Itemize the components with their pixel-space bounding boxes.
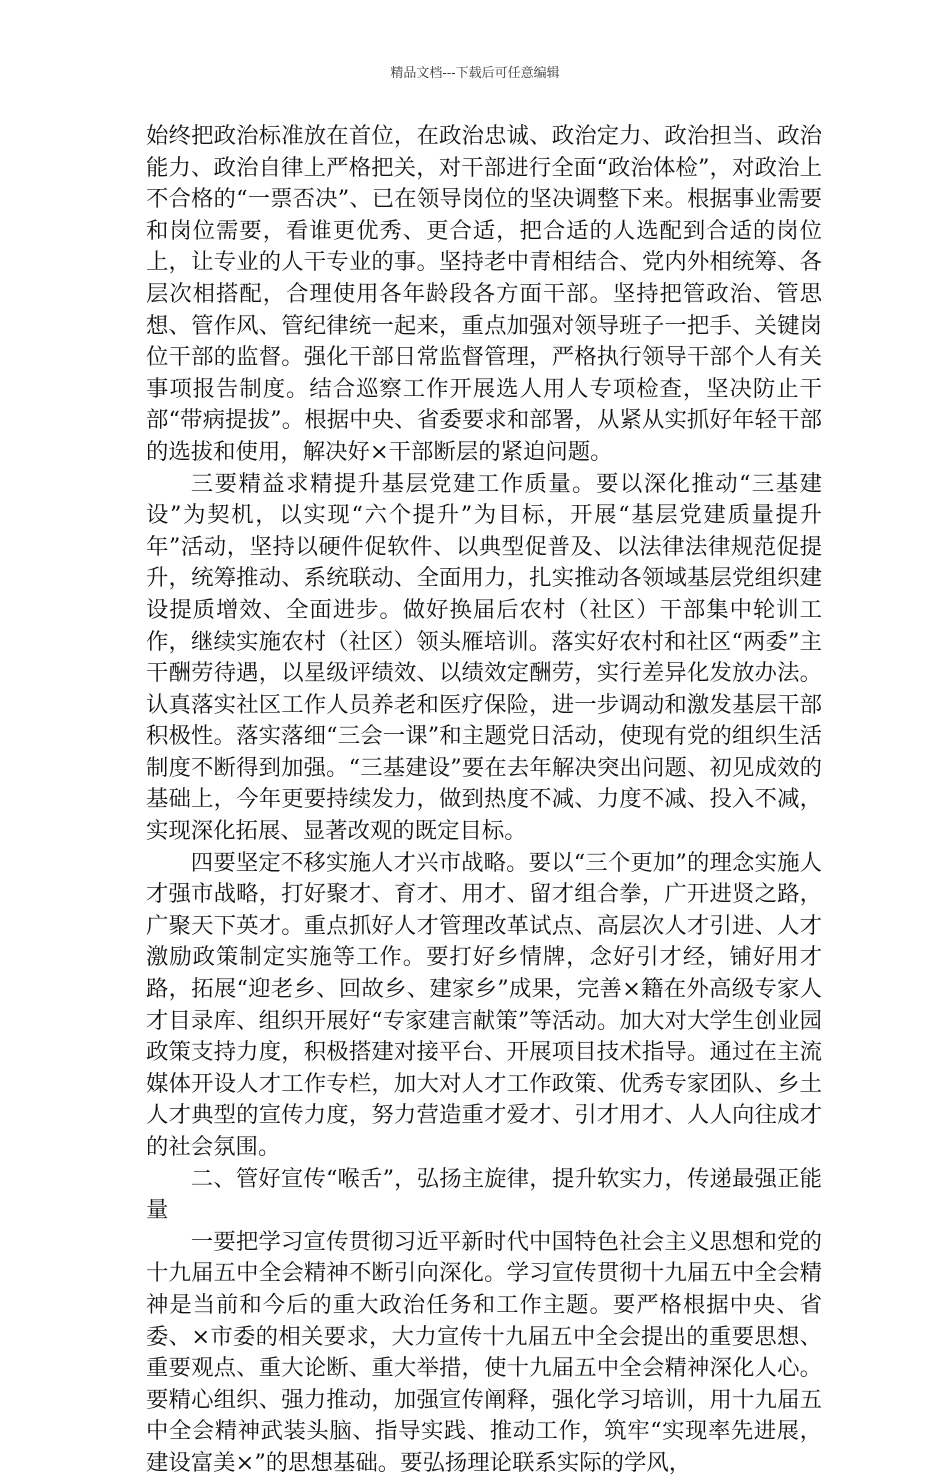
paragraph-study-plenum-spirit: 一要把学习宣传贯彻习近平新时代中国特色社会主义思想和党的十九届五中全会精神不断引向深化。学习宣传贯彻十九届五中全会精神是当前和今后的重大政治任务和工作主题。要严格根据中央、省委、×市委的相关要求，大力宣传十九届五中全会提出的重要思想、重要观点、重大论断、重大举措，使十九届五中全会精神深化人心。要精心组织、强力推动，加强宣传阐释，强化学习培训，用十九届五中全会精神武装头脑、指导实践、推动工作，筑牢“实现率先进展，建设富美×”的思想基础。要弘扬理论联系实际的学风， — [146, 1228, 822, 1476]
paragraph-talent-strategy: 四要坚定不移实施人才兴市战略。要以“三个更加”的理念实施人才强市战略，打好聚才、育才、用才、留才组合拳，广开进贤之路，广聚天下英才。重点抓好人才管理改革试点、高层次人才引进、人才激励政策制定实施等工作。要打好乡情牌，念好引才经，铺好用才路，拓展“迎老乡、回故乡、建家乡”成果，完善×籍在外高级专家人才目录库、组织开展好“专家建言献策”等活动。加大对大学生创业园政策支持力度，积极搭建对接平台、开展项目技术指导。通过在主流媒体开设人才工作专栏，加大对人才工作政策、优秀专家团队、乡土人才典型的宣传力度，努力营造重才爱才、引才用才、人人向往成才的社会氛围。 — [146, 849, 822, 1160]
paragraph-cadre-selection: 始终把政治标准放在首位，在政治忠诚、政治定力、政治担当、政治能力、政治自律上严格把关，对干部进行全面“政治体检”，对政治上不合格的“一票否决”、已在领导岗位的坚决调整下来。根据事业需要和岗位需要，看谁更优秀、更合适，把合适的人选配到合适的岗位上，让专业的人干专业的事。坚持老中青相结合、党内外相统筹、各层次相搭配，合理使用各年龄段各方面干部。坚持把管政治、管思想、管作风、管纪律统一起来，重点加强对领导班子一把手、关键岗位干部的监督。强化干部日常监督管理，严格执行领导干部个人有关事项报告制度。结合巡察工作开展选人用人专项检查，坚决防止干部“带病提拔”。根据中央、省委要求和部署，从紧从实抓好年轻干部的选拔和使用，解决好×干部断层的紧迫问题。 — [146, 123, 822, 465]
paragraph-grassroots-party-building: 三要精益求精提升基层党建工作质量。要以深化推动“三基建设”为契机，以实现“六个提升”为目标，开展“基层党建质量提升年”活动，坚持以硬件促软件、以典型促普及、以法律法律规范促提升，统筹推动、系统联动、全面用力，扎实推动各领域基层党组织建设提质增效、全面进步。做好换届后农村（社区）干部集中轮训工作，继续实施农村（社区）领头雁培训。落实好农村和社区“两委”主干酬劳待遇，以星级评绩效、以绩效定酬劳，实行差异化发放办法。认真落实社区工作人员养老和医疗保险，进一步调动和激发基层干部积极性。落实落细“三会一课”和主题党日活动，使现有党的组织生活制度不断得到加强。“三基建设”要在去年解决突出问题、初见成效的基础上，今年更要持续发力，做到热度不减、力度不减、投入不减，实现深化拓展、显著改观的既定目标。 — [146, 470, 822, 845]
section-heading-propaganda: 二、管好宣传“喉舌”，弘扬主旋律，提升软实力，传递最强正能量 — [146, 1165, 822, 1224]
page-header: 精品文档---下载后可任意编辑 — [390, 66, 560, 81]
document-body — [146, 121, 822, 1480]
